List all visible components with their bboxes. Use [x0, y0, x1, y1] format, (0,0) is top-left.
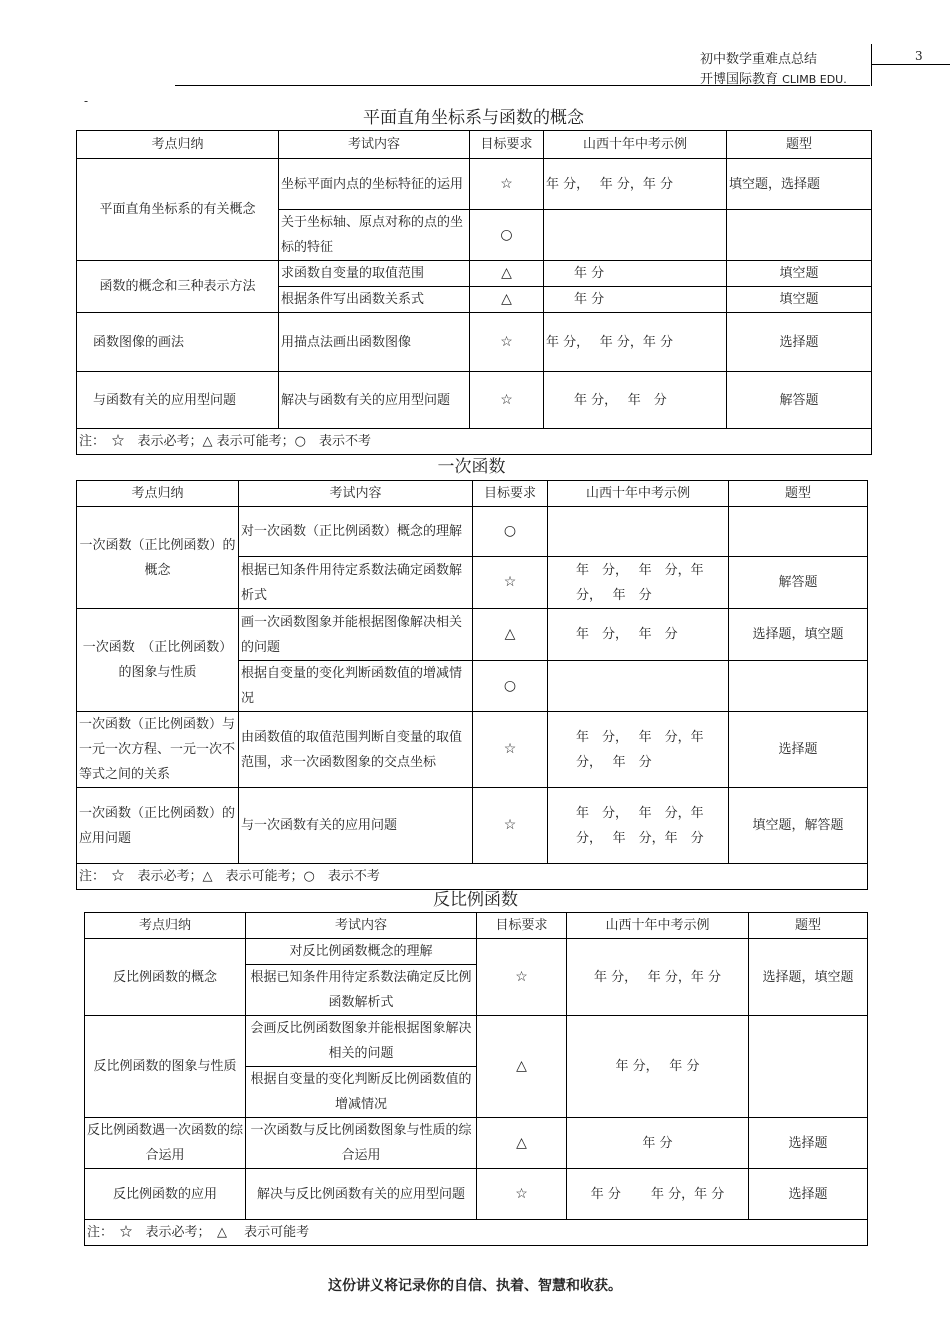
type-cell — [749, 1016, 868, 1118]
type-cell: 选择题，填空题 — [729, 609, 868, 661]
content-cell: 关于坐标轴、原点对称的点的坐标的特征 — [279, 210, 470, 261]
example-cell: 年 分， 年 分，年 分 — [544, 313, 727, 372]
col-content: 考试内容 — [239, 481, 473, 507]
table-row — [77, 507, 868, 557]
section3-table — [84, 912, 868, 1246]
topic-cell: 反比例函数的应用 — [85, 1169, 246, 1220]
content-cell: 坐标平面内点的坐标特征的运用 — [279, 159, 470, 210]
col-topic: 考点归纳 — [77, 131, 279, 159]
table-row — [77, 712, 868, 788]
header-divider — [871, 44, 872, 86]
requirement-cell: ○ — [473, 661, 548, 712]
example-cell — [544, 210, 727, 261]
col-example: 山西十年中考示例 — [567, 913, 749, 939]
legend-note: 注： ☆ 表示必考；△ 表示可能考；○ 表示不考 — [77, 864, 868, 890]
page-number: 3 — [915, 49, 923, 63]
stray-mark: - — [84, 94, 89, 108]
example-cell — [548, 507, 729, 557]
footer-motto: 这份讲义将记录你的自信、执着、智慧和收获。 — [328, 1278, 622, 1294]
col-topic: 考点归纳 — [85, 913, 246, 939]
topic-cell: 一次函数 （正比例函数）的图象与性质 — [77, 609, 239, 712]
content-cell: 用描点法画出函数图像 — [279, 313, 470, 372]
requirement-cell: △ — [473, 609, 548, 661]
topic-cell: 反比例函数遇一次函数的综合运用 — [85, 1118, 246, 1169]
col-requirement: 目标要求 — [470, 131, 544, 159]
content-cell: 解决与反比例函数有关的应用型问题 — [246, 1169, 477, 1220]
table-row — [77, 372, 872, 429]
requirement-cell: ○ — [473, 507, 548, 557]
type-cell — [729, 661, 868, 712]
example-cell: 年 分， 年 分，年 分， 年 分 — [548, 557, 729, 609]
table-row — [77, 609, 868, 661]
section2-title: 一次函数 — [437, 457, 506, 477]
requirement-cell: ☆ — [473, 557, 548, 609]
table-row — [77, 313, 872, 372]
requirement-cell: △ — [470, 287, 544, 313]
topic-cell: 一次函数（正比例函数）的概念 — [77, 507, 239, 609]
type-cell: 选择题 — [729, 712, 868, 788]
example-cell: 年 分 — [544, 287, 727, 313]
example-cell: 年 分 — [567, 1118, 749, 1169]
example-cell: 年 分， 年 分 — [548, 609, 729, 661]
type-cell: 解答题 — [729, 557, 868, 609]
table-header-row — [85, 913, 868, 939]
table-row — [85, 1169, 868, 1220]
type-cell: 选择题，填空题 — [749, 939, 868, 1016]
requirement-cell: ☆ — [470, 372, 544, 429]
col-requirement: 目标要求 — [473, 481, 548, 507]
requirement-cell: △ — [477, 1118, 567, 1169]
col-topic: 考点归纳 — [77, 481, 239, 507]
example-cell: 年 分， 年 分 — [567, 1016, 749, 1118]
table-row — [85, 1016, 868, 1067]
content-cell: 画一次函数图象并能根据图像解决相关的问题 — [239, 609, 473, 661]
org-name-en: CLIMB EDU. — [782, 73, 847, 86]
content-cell: 对一次函数（正比例函数）概念的理解 — [239, 507, 473, 557]
col-question-type: 题型 — [729, 481, 868, 507]
table-row — [85, 1118, 868, 1169]
content-cell: 求函数自变量的取值范围 — [279, 261, 470, 287]
example-cell: 年 分， 年 分 — [544, 372, 727, 429]
table-note-row — [77, 429, 872, 455]
type-cell: 填空题，选择题 — [727, 159, 872, 210]
content-cell: 会画反比例函数图象并能根据图象解决相关的问题 — [246, 1016, 477, 1067]
topic-cell: 一次函数（正比例函数）的应用问题 — [77, 788, 239, 864]
requirement-cell: ○ — [470, 210, 544, 261]
col-example: 山西十年中考示例 — [548, 481, 729, 507]
requirement-cell: ☆ — [477, 1169, 567, 1220]
type-cell: 选择题 — [749, 1169, 868, 1220]
type-cell: 选择题 — [727, 313, 872, 372]
table-header-row — [77, 481, 868, 507]
content-cell: 根据已知条件用待定系数法确定函数解析式 — [239, 557, 473, 609]
col-question-type: 题型 — [727, 131, 872, 159]
content-cell: 对反比例函数概念的理解 — [246, 939, 477, 965]
page-number-rule — [872, 64, 950, 65]
requirement-cell: ☆ — [470, 159, 544, 210]
topic-cell: 函数图像的画法 — [77, 313, 279, 372]
table-row — [77, 261, 872, 287]
requirement-cell: ☆ — [473, 712, 548, 788]
section1-table — [76, 130, 872, 455]
example-cell — [548, 661, 729, 712]
type-cell: 填空题，解答题 — [729, 788, 868, 864]
topic-cell: 反比例函数的图象与性质 — [85, 1016, 246, 1118]
topic-cell: 反比例函数的概念 — [85, 939, 246, 1016]
topic-cell: 一次函数（正比例函数）与一元一次方程、一元一次不等式之间的关系 — [77, 712, 239, 788]
requirement-cell: ☆ — [470, 313, 544, 372]
example-cell: 年 分 年 分，年 分 — [567, 1169, 749, 1220]
course-title: 初中数学重难点总结 — [700, 52, 818, 67]
col-content: 考试内容 — [279, 131, 470, 159]
example-cell: 年 分， 年 分，年 分 — [544, 159, 727, 210]
col-requirement: 目标要求 — [477, 913, 567, 939]
requirement-cell: ☆ — [477, 939, 567, 1016]
org-name-cn: 开博国际教育 — [700, 72, 779, 87]
topic-cell: 与函数有关的应用型问题 — [77, 372, 279, 429]
col-example: 山西十年中考示例 — [544, 131, 727, 159]
example-cell: 年 分， 年 分，年 分， 年 分，年 分 — [548, 788, 729, 864]
legend-note: 注： ☆ 表示必考；△ 表示可能考；○ 表示不考 — [77, 429, 872, 455]
content-cell: 解决与函数有关的应用型问题 — [279, 372, 470, 429]
legend-note: 注： ☆ 表示必考； △ 表示可能考 — [85, 1220, 868, 1246]
requirement-cell: △ — [470, 261, 544, 287]
content-cell: 一次函数与反比例函数图象与性质的综合运用 — [246, 1118, 477, 1169]
type-cell — [727, 210, 872, 261]
requirement-cell: △ — [477, 1016, 567, 1118]
requirement-cell: ☆ — [473, 788, 548, 864]
example-cell: 年 分， 年 分，年 分， 年 分 — [548, 712, 729, 788]
table-row — [77, 159, 872, 210]
content-cell: 由函数值的取值范围判断自变量的取值范围，求一次函数图象的交点坐标 — [239, 712, 473, 788]
type-cell: 填空题 — [727, 287, 872, 313]
section2-table — [76, 480, 868, 890]
header-rule — [175, 85, 870, 86]
table-row — [77, 788, 868, 864]
content-cell: 根据自变量的变化判断反比例函数值的增减情况 — [246, 1067, 477, 1118]
col-content: 考试内容 — [246, 913, 477, 939]
example-cell: 年 分， 年 分，年 分 — [567, 939, 749, 1016]
content-cell: 根据条件写出函数关系式 — [279, 287, 470, 313]
section3-title: 反比例函数 — [433, 890, 518, 910]
content-cell: 与一次函数有关的应用问题 — [239, 788, 473, 864]
topic-cell: 平面直角坐标系的有关概念 — [77, 159, 279, 261]
content-cell: 根据已知条件用待定系数法确定反比例函数解析式 — [246, 965, 477, 1016]
type-cell — [729, 507, 868, 557]
content-cell: 根据自变量的变化判断函数值的增减情况 — [239, 661, 473, 712]
type-cell: 解答题 — [727, 372, 872, 429]
table-note-row — [85, 1220, 868, 1246]
type-cell: 填空题 — [727, 261, 872, 287]
type-cell: 选择题 — [749, 1118, 868, 1169]
table-row — [85, 939, 868, 965]
example-cell: 年 分 — [544, 261, 727, 287]
topic-cell: 函数的概念和三种表示方法 — [77, 261, 279, 313]
section1-title: 平面直角坐标系与函数的概念 — [363, 108, 584, 128]
table-header-row — [77, 131, 872, 159]
col-question-type: 题型 — [749, 913, 868, 939]
